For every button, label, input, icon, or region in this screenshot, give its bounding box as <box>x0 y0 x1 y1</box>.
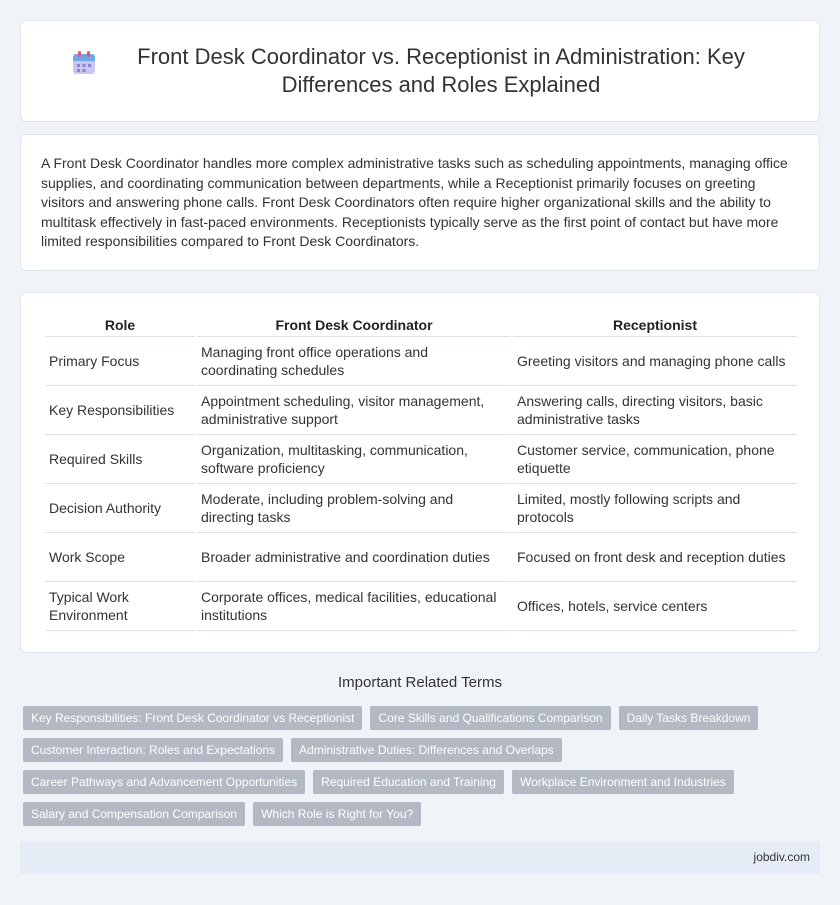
table-row <box>45 435 797 484</box>
coordinator-cell: Appointment scheduling, visitor management, administrative support <box>197 386 511 435</box>
related-term-tag[interactable]: Salary and Compensation Comparison <box>23 802 245 826</box>
header-front-desk-coordinator: Front Desk Coordinator <box>197 315 511 337</box>
row-label: Work Scope <box>45 533 195 582</box>
coordinator-cell: Corporate offices, medical facilities, educational institutions <box>197 582 511 631</box>
header-card <box>20 20 820 122</box>
row-label: Decision Authority <box>45 484 195 533</box>
related-term-tag[interactable]: Workplace Environment and Industries <box>512 770 734 794</box>
receptionist-cell: Focused on front desk and reception duties <box>513 533 797 582</box>
footer-site-link[interactable]: jobdiv.com <box>753 850 810 864</box>
table-row <box>45 386 797 435</box>
table-header-row <box>45 315 797 337</box>
page-title: Front Desk Coordinator vs. Receptionist in Administration: Key Differences and Roles Explained <box>137 44 745 97</box>
receptionist-cell: Customer service, communication, phone etiquette <box>513 435 797 484</box>
related-term-tag[interactable]: Career Pathways and Advancement Opportunities <box>23 770 305 794</box>
related-terms-list <box>23 706 813 826</box>
coordinator-cell: Broader administrative and coordination duties <box>197 533 511 582</box>
receptionist-cell: Offices, hotels, service centers <box>513 582 797 631</box>
row-label: Required Skills <box>45 435 195 484</box>
calendar-icon <box>70 49 98 77</box>
receptionist-cell: Limited, mostly following scripts and protocols <box>513 484 797 533</box>
row-label: Typical Work Environment <box>45 582 195 631</box>
coordinator-cell: Organization, multitasking, communication, software proficiency <box>197 435 511 484</box>
summary-text: A Front Desk Coordinator handles more complex administrative tasks such as scheduling appointments, managing office supplies, and coordinating communication between departments, while a Receptionist primarily focuses on greeting visitors and answering phone calls. Front Desk Coordinators often require higher organizational skills and the ability to multitask effectively in fast-paced environments. Receptionists typically serve as the first point of contact but have more limited responsibilities compared to Front Desk Coordinators. <box>41 155 788 249</box>
related-term-tag[interactable]: Daily Tasks Breakdown <box>619 706 759 730</box>
receptionist-cell: Answering calls, directing visitors, basic administrative tasks <box>513 386 797 435</box>
header-receptionist: Receptionist <box>513 315 797 337</box>
footer <box>20 841 820 874</box>
table-row <box>45 533 797 582</box>
row-label: Key Responsibilities <box>45 386 195 435</box>
coordinator-cell: Managing front office operations and coordinating schedules <box>197 337 511 386</box>
related-terms-title: Important Related Terms <box>338 674 502 691</box>
related-term-tag[interactable]: Customer Interaction: Roles and Expectations <box>23 738 283 762</box>
comparison-table-card <box>20 292 820 653</box>
summary-card <box>20 134 820 271</box>
table-row <box>45 337 797 386</box>
related-term-tag[interactable]: Which Role is Right for You? <box>253 802 421 826</box>
row-label: Primary Focus <box>45 337 195 386</box>
comparison-table <box>43 315 799 631</box>
related-term-tag[interactable]: Core Skills and Qualifications Comparison <box>370 706 610 730</box>
related-term-tag[interactable]: Key Responsibilities: Front Desk Coordinator vs Receptionist <box>23 706 362 730</box>
table-row <box>45 582 797 631</box>
table-row <box>45 484 797 533</box>
header-role: Role <box>45 315 195 337</box>
coordinator-cell: Moderate, including problem-solving and directing tasks <box>197 484 511 533</box>
receptionist-cell: Greeting visitors and managing phone calls <box>513 337 797 386</box>
related-term-tag[interactable]: Required Education and Training <box>313 770 504 794</box>
related-term-tag[interactable]: Administrative Duties: Differences and Overlaps <box>291 738 562 762</box>
